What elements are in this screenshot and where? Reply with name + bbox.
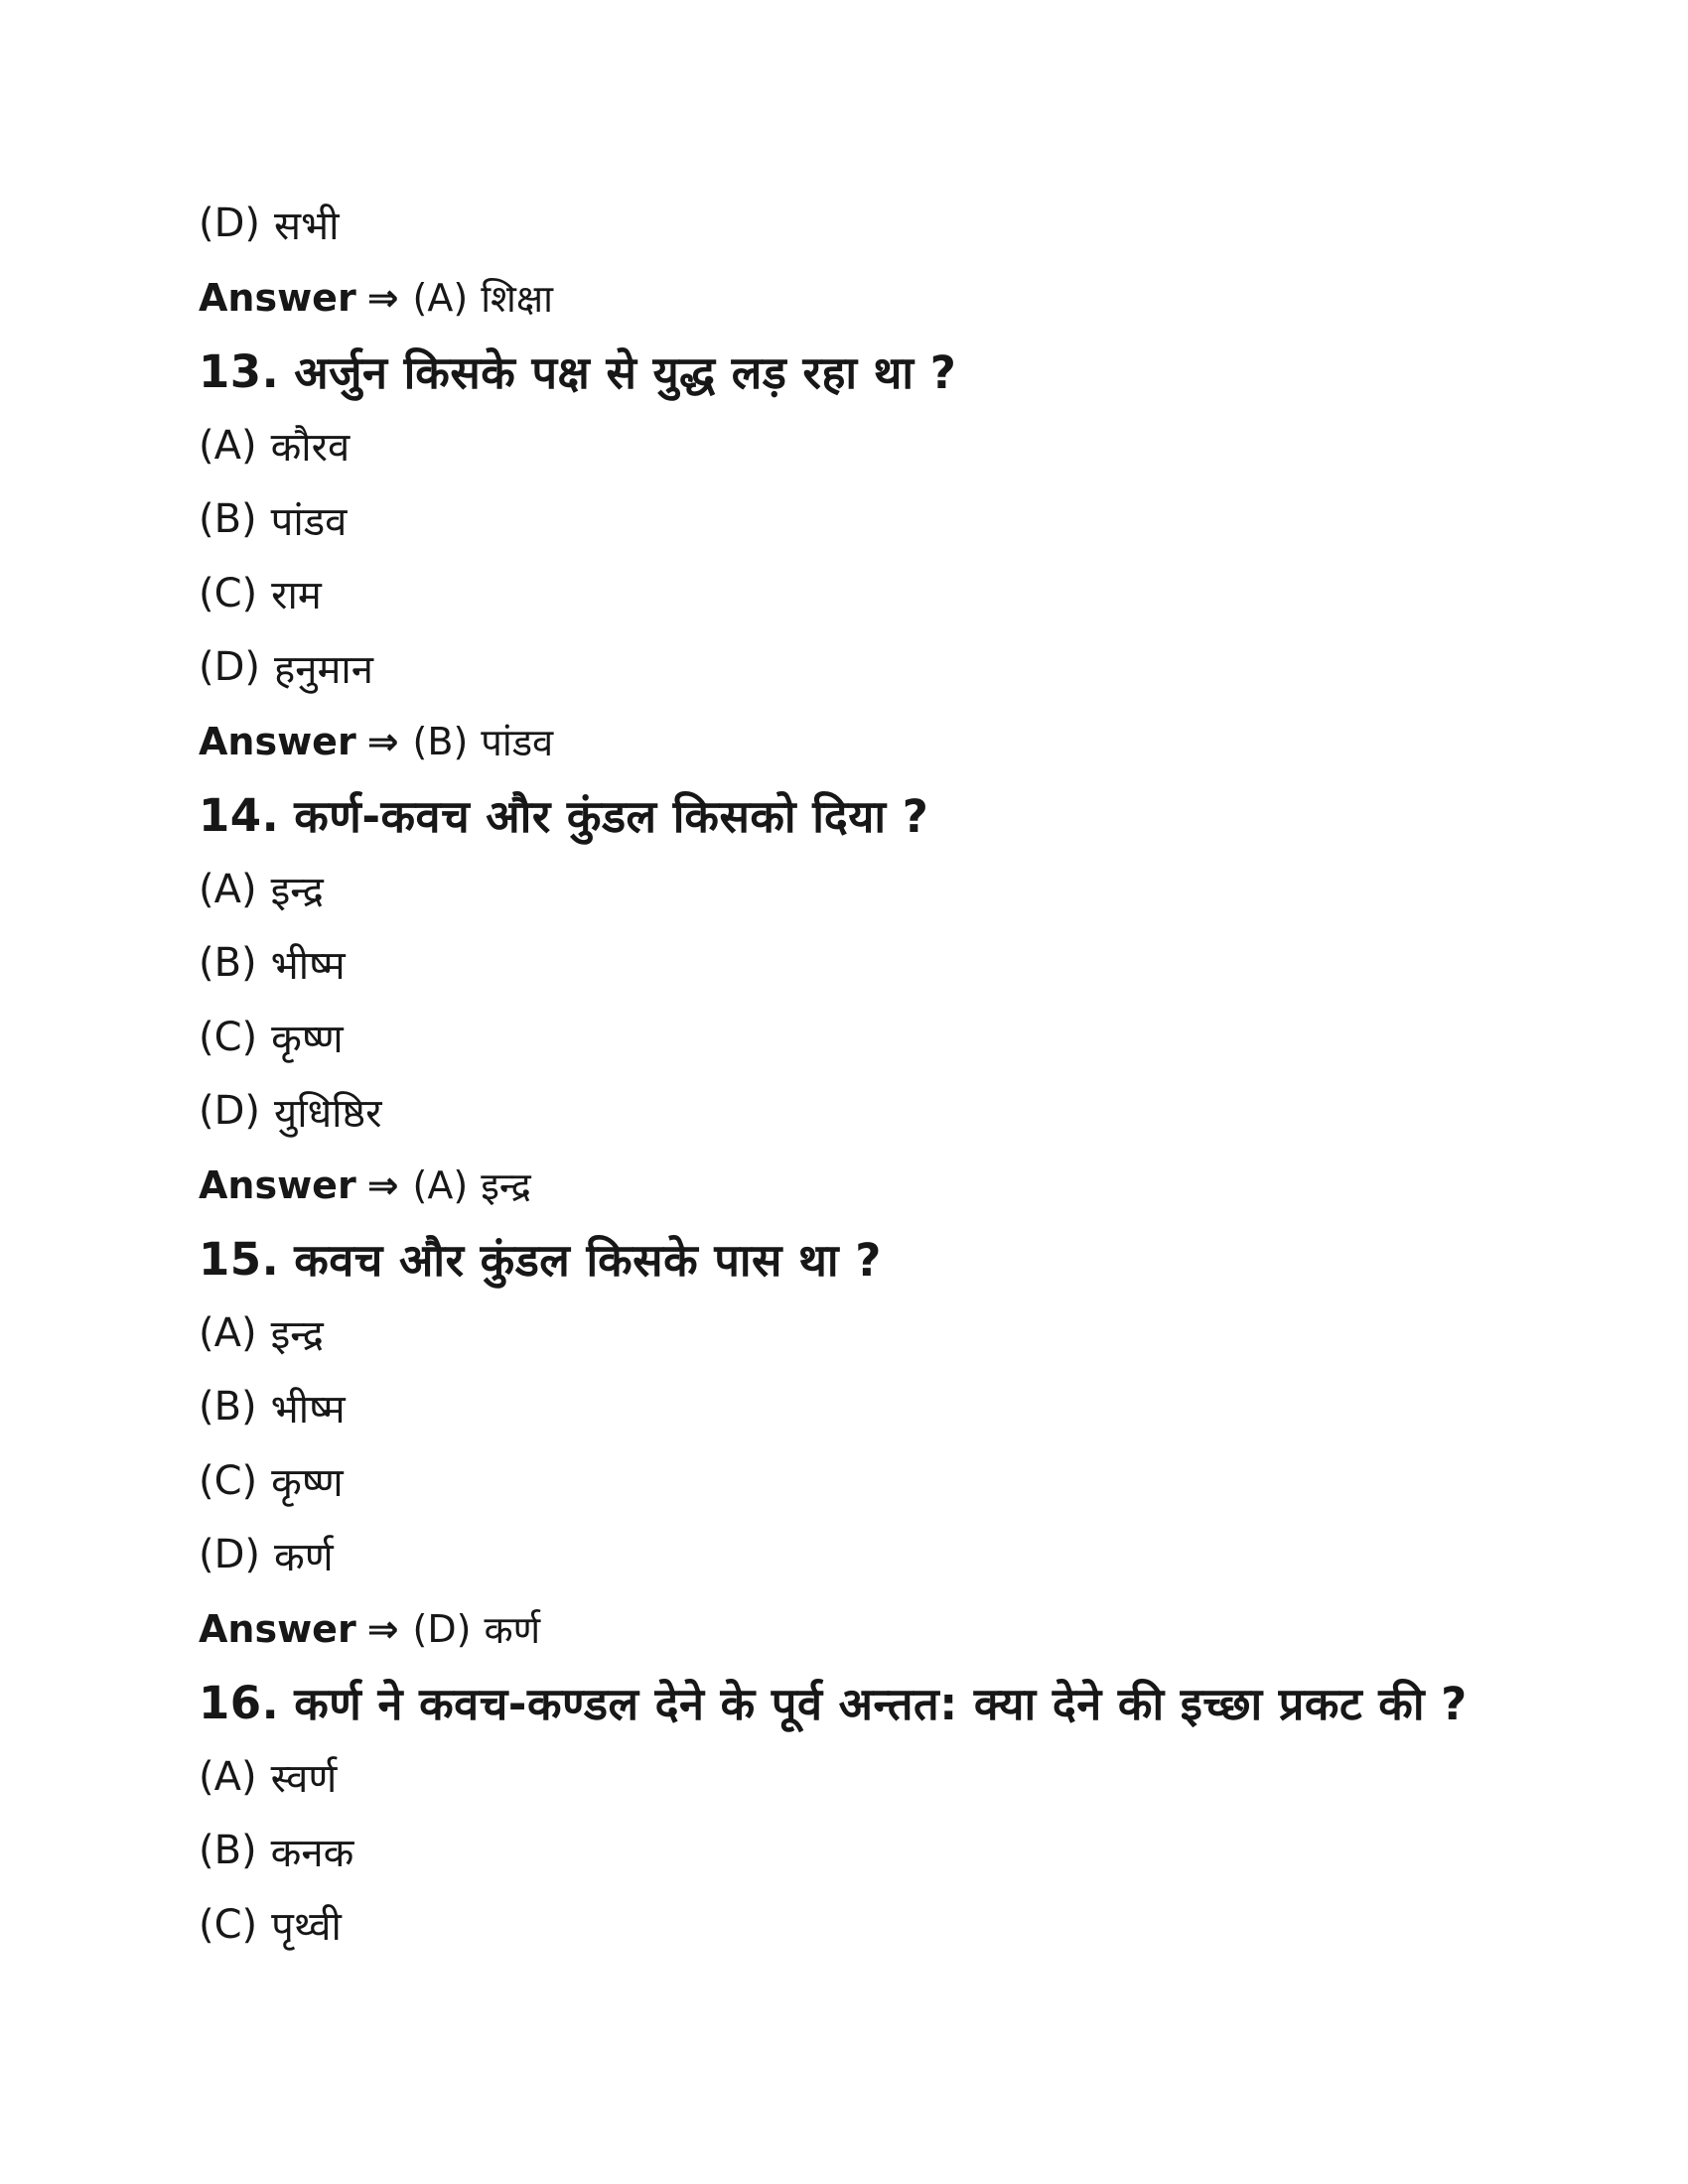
answer-prefix: Answer: [199, 275, 356, 320]
option-line: [199, 1518, 1609, 1592]
answer-prefix: Answer: [199, 1162, 356, 1207]
question-number: 13.: [199, 344, 280, 398]
option-line: [199, 1001, 1609, 1075]
answer-prefix: Answer: [199, 1606, 356, 1651]
option-label: (A): [199, 866, 257, 912]
double-arrow-icon: ⇒: [366, 1606, 399, 1651]
option-label: (B): [199, 940, 257, 987]
double-arrow-icon: ⇒: [366, 719, 399, 763]
option-text: सभी: [274, 203, 340, 249]
option-text: कर्ण: [274, 1534, 334, 1580]
question-line: [199, 1222, 1609, 1297]
answer-text: शिक्षा: [481, 276, 553, 321]
double-arrow-icon: ⇒: [366, 1162, 399, 1207]
question-number: 16.: [199, 1676, 280, 1729]
option-label: (B): [199, 1828, 257, 1874]
option-line: [199, 1370, 1609, 1444]
question-line: [199, 778, 1609, 853]
option-line: [199, 409, 1609, 483]
answer-line: [199, 261, 1609, 336]
answer-line: [199, 1149, 1609, 1223]
option-text: स्वर्ण: [270, 1756, 338, 1803]
answer-option-label: (D): [412, 1606, 472, 1651]
option-line: [199, 187, 1609, 261]
answer-text: पांडव: [481, 720, 554, 764]
question-text: कवच और कुंडल किसके पास था ?: [294, 1233, 882, 1287]
option-label: (B): [199, 1384, 257, 1431]
option-line: [199, 1888, 1609, 1963]
answer-option-label: (A): [412, 1162, 469, 1207]
option-label: (C): [199, 1014, 258, 1060]
option-line: [199, 630, 1609, 705]
answer-text: कर्ण: [484, 1607, 541, 1652]
option-line: [199, 1297, 1609, 1371]
answer-prefix: Answer: [199, 719, 356, 763]
question-line: [199, 1666, 1609, 1740]
option-text: कृष्ण: [271, 1017, 344, 1063]
option-text: इन्द्र: [270, 869, 324, 915]
option-text: हनुमान: [274, 646, 373, 693]
answer-option-label: (B): [412, 719, 469, 763]
option-line: [199, 482, 1609, 557]
option-label: (D): [199, 201, 261, 247]
option-label: (A): [199, 1309, 257, 1356]
option-line: [199, 1740, 1609, 1815]
option-label: (C): [199, 1901, 258, 1948]
double-arrow-icon: ⇒: [366, 275, 399, 320]
option-text: पृथ्वी: [271, 1904, 342, 1951]
option-label: (A): [199, 1753, 257, 1800]
option-line: [199, 1814, 1609, 1888]
option-text: कृष्ण: [271, 1460, 344, 1507]
question-number: 15.: [199, 1232, 280, 1286]
quiz-content: [199, 187, 1609, 1962]
option-text: कनक: [270, 1830, 354, 1876]
option-label: (D): [199, 1088, 261, 1135]
option-line: [199, 1444, 1609, 1519]
option-line: [199, 853, 1609, 927]
option-label: (C): [199, 570, 258, 616]
option-line: [199, 557, 1609, 631]
option-label: (D): [199, 644, 261, 691]
option-label: (A): [199, 422, 257, 469]
answer-option-label: (A): [412, 275, 469, 320]
option-text: युधिष्ठिर: [274, 1090, 382, 1137]
option-line: [199, 926, 1609, 1001]
question-text: अर्जुन किसके पक्ष से युद्ध लड़ रहा था ?: [294, 345, 957, 399]
option-label: (D): [199, 1532, 261, 1578]
option-text: इन्द्र: [270, 1312, 324, 1359]
answer-line: [199, 1592, 1609, 1667]
question-text: कर्ण-कवच और कुंडल किसको दिया ?: [294, 789, 929, 843]
question-number: 14.: [199, 788, 280, 842]
question-line: [199, 335, 1609, 409]
option-label: (C): [199, 1457, 258, 1504]
option-text: पांडव: [270, 498, 348, 545]
answer-text: इन्द्र: [481, 1163, 531, 1208]
option-text: भीष्म: [270, 942, 346, 989]
answer-line: [199, 705, 1609, 779]
option-text: भीष्म: [270, 1386, 346, 1433]
option-text: राम: [271, 573, 322, 619]
option-text: कौरव: [270, 425, 351, 472]
option-line: [199, 1074, 1609, 1149]
question-text: कर्ण ने कवच-कण्डल देने के पूर्व अन्तत: क्या देने की इच्छा प्रकट की ?: [294, 1677, 1468, 1730]
option-label: (B): [199, 496, 257, 543]
